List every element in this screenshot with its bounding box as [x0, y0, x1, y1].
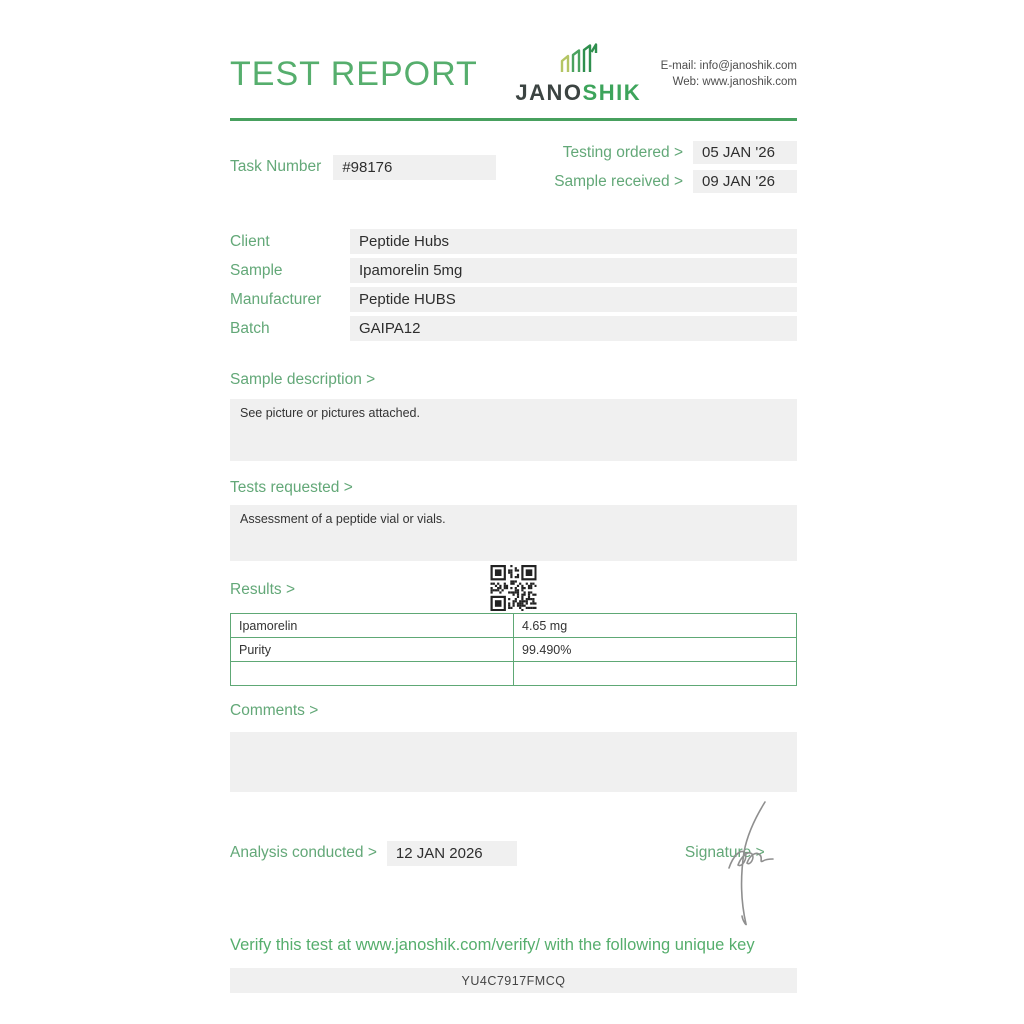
result-value: 99.490%	[514, 638, 797, 662]
results-section	[230, 581, 797, 686]
task-number-value: #98176	[333, 155, 496, 180]
task-number-row	[230, 141, 496, 193]
sample-description-heading: Sample description >	[230, 371, 376, 388]
report-header	[230, 0, 797, 106]
sample-received-row	[554, 170, 797, 193]
manufacturer-label: Manufacturer	[230, 290, 322, 308]
batch-value: GAIPA12	[350, 316, 797, 341]
logo-jano: JANO	[515, 80, 583, 105]
sample-label: Sample	[230, 261, 283, 279]
comments-heading: Comments >	[230, 702, 319, 719]
testing-ordered-row	[554, 141, 797, 164]
task-number-label: Task Number	[230, 158, 322, 175]
logo-wordmark	[515, 80, 641, 106]
result-value: 4.65 mg	[514, 614, 797, 638]
table-row	[231, 662, 797, 686]
bar-chart-growth-icon	[555, 42, 601, 79]
web-line	[661, 74, 797, 90]
janoshik-logo	[515, 42, 641, 106]
task-section	[230, 141, 797, 193]
contact-info	[661, 58, 797, 90]
manufacturer-value: Peptide HUBS	[350, 287, 797, 312]
client-value: Peptide Hubs	[350, 229, 797, 254]
report-content	[230, 0, 797, 993]
sample-received-value: 09 JAN '26	[693, 170, 797, 193]
batch-label: Batch	[230, 319, 270, 337]
tests-requested-heading: Tests requested >	[230, 479, 353, 496]
sample-description-box: See picture or pictures attached.	[230, 399, 797, 461]
sample-row	[230, 258, 797, 283]
result-name: Purity	[231, 638, 514, 662]
sample-received-label: Sample received >	[554, 172, 683, 190]
page-title: TEST REPORT	[230, 54, 478, 93]
table-row	[231, 638, 797, 662]
signature-handwriting	[713, 798, 785, 928]
analysis-conducted-label: Analysis conducted >	[230, 844, 377, 861]
web-label: Web:	[672, 76, 700, 88]
web-value: www.janoshik.com	[702, 76, 797, 88]
client-label: Client	[230, 232, 270, 250]
tests-requested-box: Assessment of a peptide vial or vials.	[230, 505, 797, 561]
email-value: info@janoshik.com	[699, 60, 797, 72]
header-divider	[230, 118, 797, 121]
results-table	[230, 613, 797, 686]
verify-key: YU4C7917FMCQ	[230, 968, 797, 993]
client-row	[230, 229, 797, 254]
qr-code	[490, 565, 537, 612]
analysis-conducted-value: 12 JAN 2026	[387, 841, 517, 866]
logo-shik: SHIK	[582, 80, 642, 105]
info-fields	[230, 229, 797, 341]
verify-instruction: Verify this test at www.janoshik.com/verify/ with the following unique key	[230, 936, 755, 954]
result-name	[231, 662, 514, 686]
testing-ordered-label: Testing ordered >	[562, 143, 683, 161]
batch-row	[230, 316, 797, 341]
dates-block	[554, 141, 797, 193]
manufacturer-row	[230, 287, 797, 312]
analysis-signature-row	[230, 840, 797, 866]
comments-box	[230, 732, 797, 792]
email-label: E-mail:	[660, 60, 697, 72]
signature-label: Signature >	[684, 844, 765, 861]
email-line	[661, 58, 797, 74]
sample-value: Ipamorelin 5mg	[350, 258, 797, 283]
results-heading: Results >	[230, 581, 296, 598]
table-row	[231, 614, 797, 638]
result-value	[514, 662, 797, 686]
result-name: Ipamorelin	[231, 614, 514, 638]
testing-ordered-value: 05 JAN '26	[693, 141, 797, 164]
